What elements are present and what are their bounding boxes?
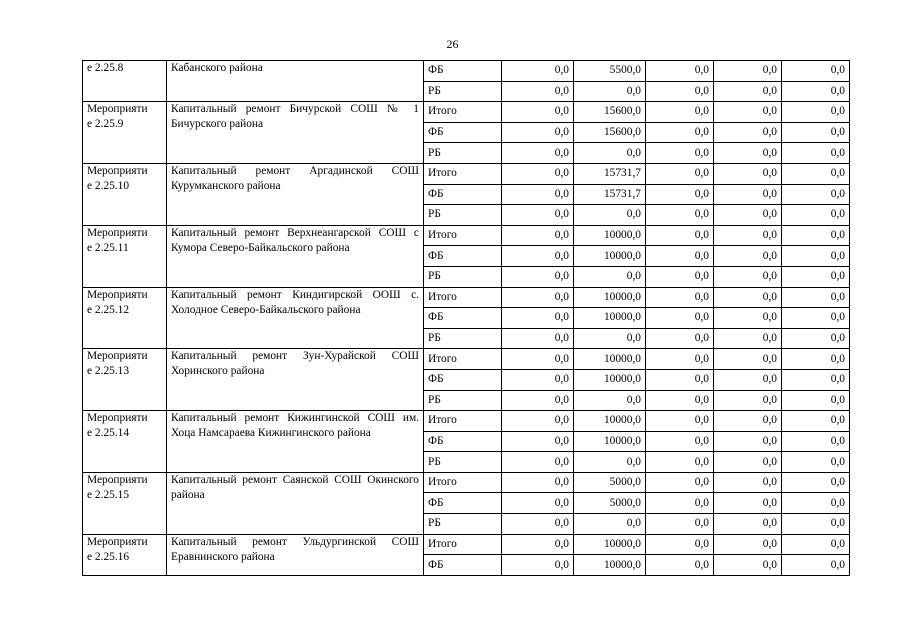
amount-cell: 0,0 — [502, 452, 574, 473]
funding-source-cell: Итого — [424, 472, 502, 493]
amount-cell: 0,0 — [714, 514, 782, 535]
amount-cell: 0,0 — [714, 555, 782, 576]
amount-cell: 10000,0 — [574, 246, 646, 267]
amount-cell: 0,0 — [782, 472, 850, 493]
amount-cell: 0,0 — [646, 534, 714, 555]
amount-cell: 0,0 — [714, 266, 782, 287]
activity-id-cell: Мероприяти е 2.25.16 — [83, 534, 167, 575]
amount-cell: 0,0 — [646, 163, 714, 184]
amount-cell: 0,0 — [646, 493, 714, 514]
amount-cell: 0,0 — [714, 452, 782, 473]
amount-cell: 0,0 — [502, 205, 574, 226]
amount-cell: 0,0 — [502, 390, 574, 411]
amount-cell: 10000,0 — [574, 349, 646, 370]
funding-source-cell: ФБ — [424, 555, 502, 576]
amount-cell: 0,0 — [502, 61, 574, 82]
amount-cell: 0,0 — [714, 102, 782, 123]
amount-cell: 10000,0 — [574, 287, 646, 308]
amount-cell: 0,0 — [714, 184, 782, 205]
activity-name-cell: Капитальный ремонт Кижингинской СОШ им. Хоца Намсараева Кижингинского района — [167, 411, 424, 473]
activity-id-cell: е 2.25.8 — [83, 61, 167, 102]
amount-cell: 0,0 — [714, 61, 782, 82]
amount-cell: 0,0 — [574, 81, 646, 102]
amount-cell: 0,0 — [714, 287, 782, 308]
funding-source-cell: Итого — [424, 534, 502, 555]
amount-cell: 0,0 — [646, 369, 714, 390]
amount-cell: 0,0 — [574, 452, 646, 473]
amount-cell: 0,0 — [646, 266, 714, 287]
amount-cell: 0,0 — [782, 61, 850, 82]
amount-cell: 0,0 — [574, 143, 646, 164]
amount-cell: 0,0 — [782, 534, 850, 555]
table-row — [83, 287, 850, 308]
table-row — [83, 61, 850, 82]
amount-cell: 0,0 — [646, 390, 714, 411]
activity-id-cell: Мероприяти е 2.25.9 — [83, 102, 167, 164]
amount-cell: 0,0 — [646, 452, 714, 473]
funding-source-cell: ФБ — [424, 184, 502, 205]
amount-cell: 0,0 — [714, 411, 782, 432]
amount-cell: 0,0 — [646, 308, 714, 329]
amount-cell: 0,0 — [782, 555, 850, 576]
amount-cell: 0,0 — [646, 61, 714, 82]
amount-cell: 0,0 — [646, 287, 714, 308]
amount-cell: 10000,0 — [574, 308, 646, 329]
amount-cell: 0,0 — [782, 225, 850, 246]
amount-cell: 0,0 — [646, 411, 714, 432]
amount-cell: 0,0 — [646, 122, 714, 143]
amount-cell: 0,0 — [502, 143, 574, 164]
amount-cell: 0,0 — [502, 287, 574, 308]
activity-id-cell: Мероприяти е 2.25.10 — [83, 163, 167, 225]
amount-cell: 15731,7 — [574, 163, 646, 184]
amount-cell: 0,0 — [502, 534, 574, 555]
amount-cell: 0,0 — [714, 472, 782, 493]
amount-cell: 0,0 — [646, 225, 714, 246]
amount-cell: 0,0 — [782, 143, 850, 164]
amount-cell: 0,0 — [502, 163, 574, 184]
amount-cell: 10000,0 — [574, 225, 646, 246]
funding-source-cell: ФБ — [424, 493, 502, 514]
amount-cell: 0,0 — [646, 328, 714, 349]
amount-cell: 0,0 — [646, 102, 714, 123]
table-row — [83, 163, 850, 184]
amount-cell: 0,0 — [646, 81, 714, 102]
amount-cell: 0,0 — [502, 411, 574, 432]
amount-cell: 0,0 — [714, 390, 782, 411]
amount-cell: 0,0 — [714, 534, 782, 555]
amount-cell: 10000,0 — [574, 411, 646, 432]
activity-name-cell: Капитальный ремонт Киндигирской ООШ с. Холодное Северо-Байкальского района — [167, 287, 424, 349]
amount-cell: 0,0 — [502, 246, 574, 267]
amount-cell: 0,0 — [714, 369, 782, 390]
budget-table — [82, 60, 850, 576]
funding-source-cell: Итого — [424, 411, 502, 432]
amount-cell: 0,0 — [502, 102, 574, 123]
amount-cell: 0,0 — [782, 81, 850, 102]
funding-source-cell: Итого — [424, 163, 502, 184]
activity-name-cell: Капитальный ремонт Верхнеангарской СОШ с Кумора Северо-Байкальского района — [167, 225, 424, 287]
page-number: 26 — [446, 37, 459, 51]
amount-cell: 0,0 — [782, 184, 850, 205]
amount-cell: 0,0 — [782, 493, 850, 514]
amount-cell: 15600,0 — [574, 122, 646, 143]
amount-cell: 0,0 — [502, 514, 574, 535]
amount-cell: 0,0 — [646, 514, 714, 535]
amount-cell: 0,0 — [714, 493, 782, 514]
amount-cell: 0,0 — [502, 266, 574, 287]
funding-source-cell: РБ — [424, 81, 502, 102]
activity-id-cell: Мероприяти е 2.25.14 — [83, 411, 167, 473]
amount-cell: 0,0 — [714, 143, 782, 164]
amount-cell: 0,0 — [782, 369, 850, 390]
funding-source-cell: ФБ — [424, 246, 502, 267]
amount-cell: 0,0 — [782, 246, 850, 267]
amount-cell: 0,0 — [502, 122, 574, 143]
amount-cell: 0,0 — [574, 266, 646, 287]
amount-cell: 0,0 — [502, 81, 574, 102]
activity-name-cell: Капитальный ремонт Ульдургинской СОШ Еравнинского района — [167, 534, 424, 575]
activity-id-cell: Мероприяти е 2.25.11 — [83, 225, 167, 287]
amount-cell: 15731,7 — [574, 184, 646, 205]
amount-cell: 0,0 — [782, 266, 850, 287]
funding-source-cell: ФБ — [424, 61, 502, 82]
amount-cell: 0,0 — [782, 205, 850, 226]
amount-cell: 0,0 — [714, 225, 782, 246]
amount-cell: 0,0 — [574, 205, 646, 226]
amount-cell: 0,0 — [646, 184, 714, 205]
amount-cell: 0,0 — [646, 205, 714, 226]
amount-cell: 0,0 — [502, 308, 574, 329]
amount-cell: 0,0 — [502, 493, 574, 514]
amount-cell: 0,0 — [714, 308, 782, 329]
amount-cell: 0,0 — [782, 308, 850, 329]
amount-cell: 0,0 — [714, 246, 782, 267]
amount-cell: 0,0 — [714, 81, 782, 102]
amount-cell: 0,0 — [714, 328, 782, 349]
amount-cell: 10000,0 — [574, 555, 646, 576]
amount-cell: 0,0 — [502, 555, 574, 576]
amount-cell: 0,0 — [782, 431, 850, 452]
funding-source-cell: РБ — [424, 143, 502, 164]
amount-cell: 0,0 — [714, 122, 782, 143]
table-row — [83, 225, 850, 246]
activity-id-cell: Мероприяти е 2.25.15 — [83, 472, 167, 534]
amount-cell: 0,0 — [502, 431, 574, 452]
amount-cell: 0,0 — [782, 514, 850, 535]
amount-cell: 0,0 — [502, 225, 574, 246]
funding-source-cell: Итого — [424, 349, 502, 370]
amount-cell: 0,0 — [782, 328, 850, 349]
funding-source-cell: РБ — [424, 328, 502, 349]
amount-cell: 0,0 — [502, 184, 574, 205]
amount-cell: 10000,0 — [574, 431, 646, 452]
funding-source-cell: Итого — [424, 225, 502, 246]
funding-source-cell: ФБ — [424, 431, 502, 452]
amount-cell: 0,0 — [782, 390, 850, 411]
funding-source-cell: РБ — [424, 390, 502, 411]
funding-source-cell: ФБ — [424, 122, 502, 143]
amount-cell: 0,0 — [646, 246, 714, 267]
amount-cell: 0,0 — [782, 102, 850, 123]
funding-source-cell: РБ — [424, 266, 502, 287]
amount-cell: 5000,0 — [574, 493, 646, 514]
activity-name-cell: Кабанского района — [167, 61, 424, 102]
amount-cell: 0,0 — [574, 328, 646, 349]
amount-cell: 0,0 — [502, 472, 574, 493]
amount-cell: 0,0 — [646, 349, 714, 370]
table-row — [83, 102, 850, 123]
amount-cell: 0,0 — [574, 514, 646, 535]
amount-cell: 0,0 — [502, 349, 574, 370]
funding-source-cell: Итого — [424, 102, 502, 123]
activity-id-cell: Мероприяти е 2.25.13 — [83, 349, 167, 411]
amount-cell: 0,0 — [646, 431, 714, 452]
activity-id-cell: Мероприяти е 2.25.12 — [83, 287, 167, 349]
amount-cell: 0,0 — [714, 431, 782, 452]
amount-cell: 0,0 — [646, 472, 714, 493]
amount-cell: 10000,0 — [574, 534, 646, 555]
amount-cell: 5000,0 — [574, 472, 646, 493]
amount-cell: 10000,0 — [574, 369, 646, 390]
amount-cell: 0,0 — [502, 328, 574, 349]
amount-cell: 0,0 — [574, 390, 646, 411]
amount-cell: 0,0 — [782, 349, 850, 370]
funding-source-cell: РБ — [424, 205, 502, 226]
amount-cell: 0,0 — [502, 369, 574, 390]
table-row — [83, 349, 850, 370]
funding-source-cell: Итого — [424, 287, 502, 308]
activity-name-cell: Капитальный ремонт Зун-Хурайской СОШ Хоринского района — [167, 349, 424, 411]
funding-source-cell: РБ — [424, 452, 502, 473]
table-row — [83, 411, 850, 432]
amount-cell: 0,0 — [714, 205, 782, 226]
funding-source-cell: ФБ — [424, 369, 502, 390]
activity-name-cell: Капитальный ремонт Бичурской СОШ № 1 Бичурского района — [167, 102, 424, 164]
amount-cell: 0,0 — [782, 411, 850, 432]
amount-cell: 0,0 — [782, 452, 850, 473]
funding-source-cell: ФБ — [424, 308, 502, 329]
amount-cell: 0,0 — [646, 143, 714, 164]
activity-name-cell: Капитальный ремонт Аргадинской СОШ Курумканского района — [167, 163, 424, 225]
amount-cell: 5500,0 — [574, 61, 646, 82]
activity-name-cell: Капитальный ремонт Саянской СОШ Окинского района — [167, 472, 424, 534]
amount-cell: 0,0 — [714, 349, 782, 370]
table-row — [83, 534, 850, 555]
funding-source-cell: РБ — [424, 514, 502, 535]
table-row — [83, 472, 850, 493]
amount-cell: 15600,0 — [574, 102, 646, 123]
amount-cell: 0,0 — [782, 122, 850, 143]
amount-cell: 0,0 — [782, 163, 850, 184]
amount-cell: 0,0 — [782, 287, 850, 308]
amount-cell: 0,0 — [714, 163, 782, 184]
amount-cell: 0,0 — [646, 555, 714, 576]
